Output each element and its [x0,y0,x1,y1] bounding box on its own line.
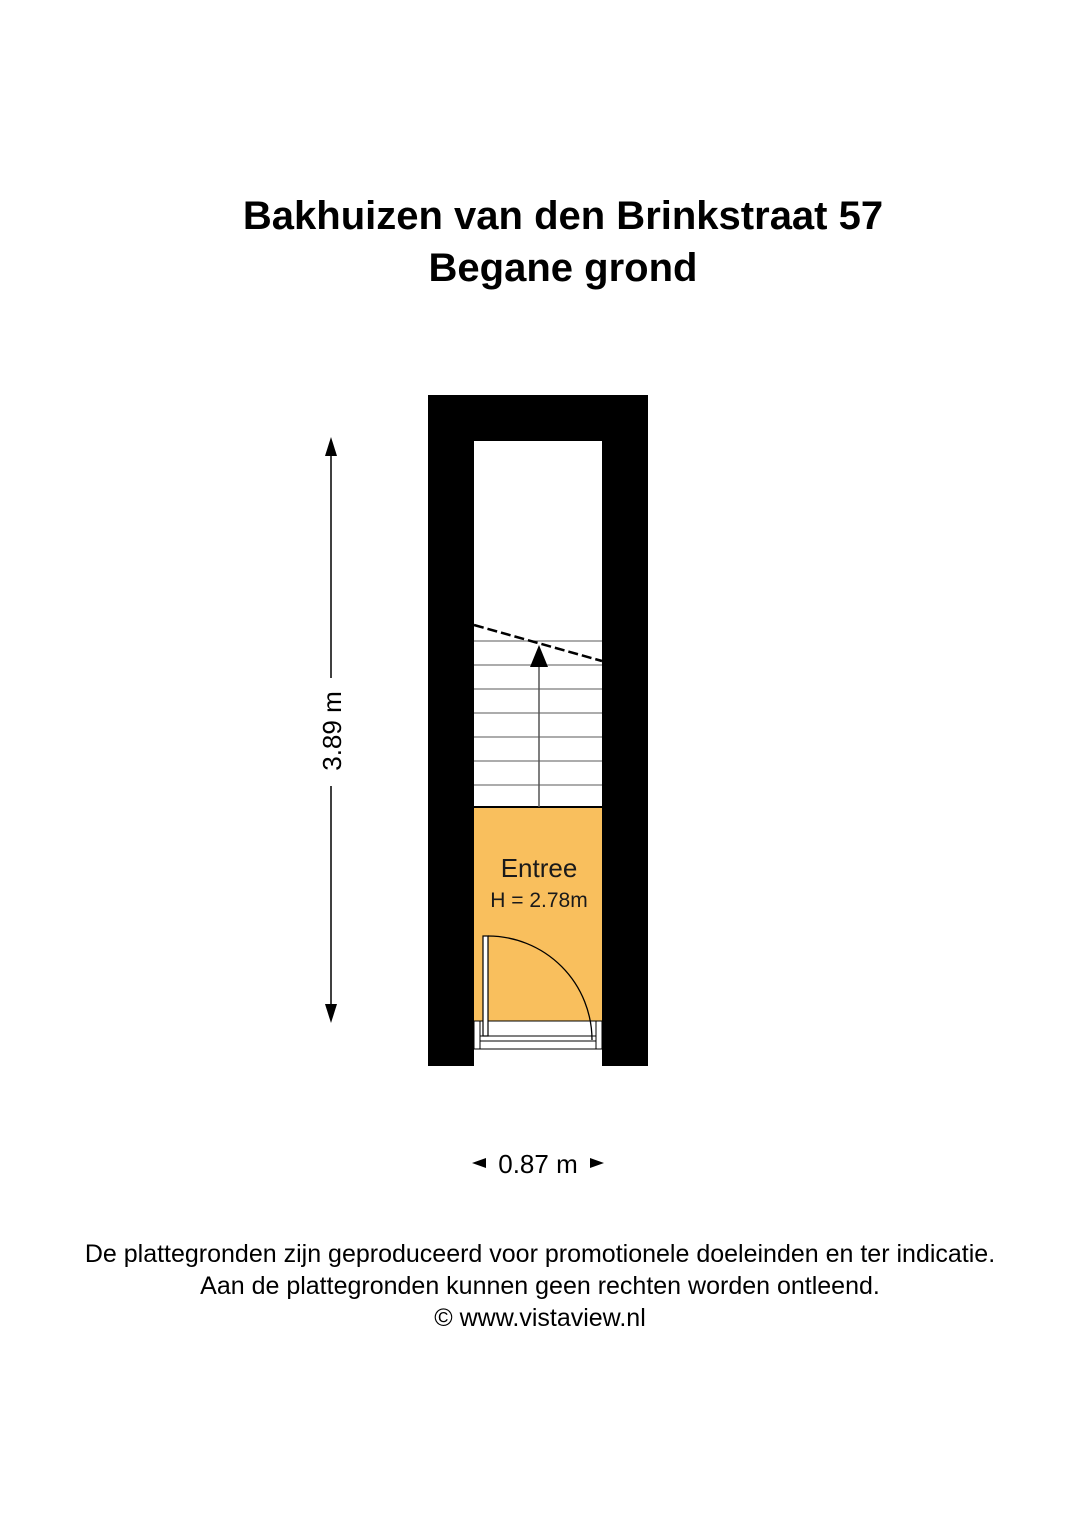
left-wall [428,395,474,1066]
vertical-dimension-label: 3.89 m [317,691,347,771]
door-threshold [474,1021,602,1049]
arrow-down-icon [325,1004,337,1023]
door-leaf [483,936,488,1036]
vertical-dimension [317,437,347,1023]
right-wall [602,395,648,1066]
arrow-left-icon [472,1158,486,1168]
disclaimer [0,1238,1080,1334]
room-height: H = 2.78m [490,889,588,912]
room-name: Entree [500,853,578,883]
floor-title: Begane grond [428,246,698,290]
disclaimer-line-1: De plattegronden zijn geproduceerd voor promotionele doeleinden en ter indicatie. [84,1240,996,1268]
entree-room [474,807,602,1021]
top-wall [428,395,648,441]
address-title: Bakhuizen van den Brinkstraat 57 [242,194,884,238]
disclaimer-line-2: Aan de plattegronden kunnen geen rechten worden ontleend. [200,1272,880,1300]
horizontal-dimension-label: 0.87 m [498,1149,578,1179]
horizontal-dimension [472,1149,604,1179]
stair-arrow-icon [530,645,548,667]
arrow-up-icon [325,437,337,456]
copyright-link[interactable]: © www.vistaview.nl [434,1304,646,1332]
arrow-right-icon [590,1158,604,1168]
